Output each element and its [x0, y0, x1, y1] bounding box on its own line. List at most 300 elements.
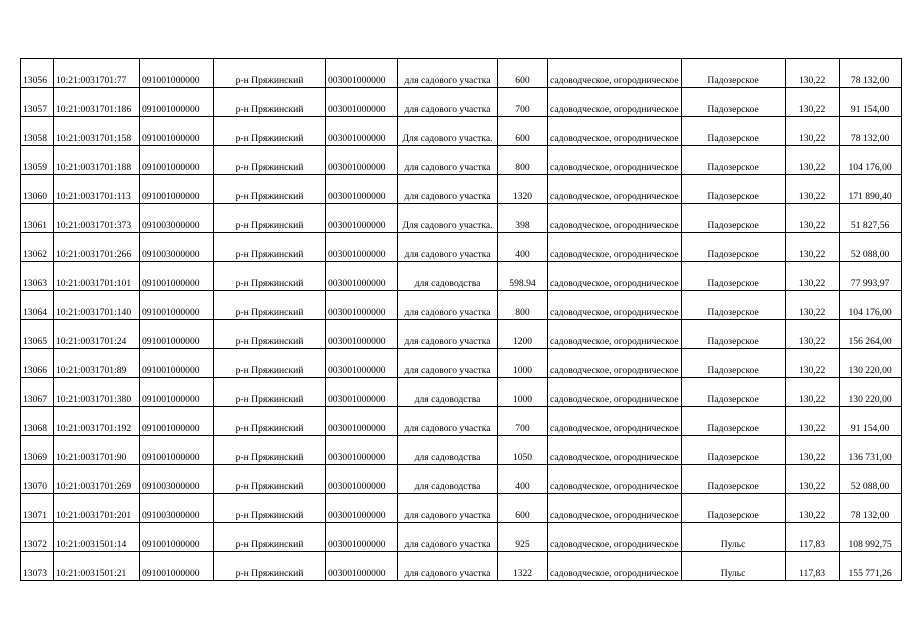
row-number: 13073	[23, 568, 47, 579]
permitted-use-cell	[398, 523, 498, 552]
settlement-name-cell	[681, 291, 785, 320]
area-value: 925	[515, 539, 530, 550]
okato-code-cell	[140, 465, 214, 494]
row-number: 13072	[23, 539, 47, 550]
area-value: 700	[515, 423, 530, 434]
row-number-cell	[21, 117, 54, 146]
district-name-cell	[214, 378, 326, 407]
settlement-name: Падозерское	[707, 336, 759, 347]
cadastral-value-cell	[839, 320, 901, 349]
okato-code: 091001000000	[142, 133, 200, 144]
land-category: садоводческое, огородническое	[550, 452, 679, 463]
row-number-cell	[21, 523, 54, 552]
row-number: 13070	[23, 481, 47, 492]
okato-code-cell	[140, 494, 214, 523]
table-row	[21, 204, 902, 233]
okato-code: 091001000000	[142, 307, 200, 318]
land-category: садоводческое, огородническое	[550, 510, 679, 521]
settlement-name-cell	[681, 117, 785, 146]
okato-code-cell	[140, 349, 214, 378]
land-category: садоводческое, огородническое	[550, 75, 679, 86]
land-category: садоводческое, огородническое	[550, 307, 679, 318]
oktmo-code-cell	[326, 59, 398, 88]
cadastral-value-cell	[839, 146, 901, 175]
cadastral-value-cell	[839, 175, 901, 204]
area-value-cell	[498, 378, 548, 407]
land-category: садоводческое, огородническое	[550, 133, 679, 144]
oktmo-code: 003001000000	[328, 133, 386, 144]
area-value-cell	[498, 407, 548, 436]
okato-code: 091003000000	[142, 220, 200, 231]
okato-code-cell	[140, 291, 214, 320]
permitted-use: для садоводства	[414, 278, 481, 289]
settlement-name-cell	[681, 349, 785, 378]
settlement-name-cell	[681, 407, 785, 436]
permitted-use-cell	[398, 320, 498, 349]
okato-code-cell	[140, 233, 214, 262]
district-name: р-н Пряжинский	[235, 133, 304, 144]
table-row	[21, 378, 902, 407]
table-row	[21, 523, 902, 552]
specific-value-cell	[785, 117, 839, 146]
permitted-use: Для садового участка.	[402, 133, 493, 144]
oktmo-code: 003001000000	[328, 249, 386, 260]
row-number-cell	[21, 175, 54, 204]
permitted-use-cell	[398, 378, 498, 407]
oktmo-code-cell	[326, 262, 398, 291]
okato-code-cell	[140, 407, 214, 436]
oktmo-code: 003001000000	[328, 104, 386, 115]
row-number-cell	[21, 88, 54, 117]
land-category-cell	[548, 291, 682, 320]
settlement-name-cell	[681, 233, 785, 262]
cadastral-value-cell	[839, 204, 901, 233]
area-value: 400	[515, 481, 530, 492]
row-number: 13058	[23, 133, 47, 144]
cadastral-value: 77 993,97	[850, 278, 890, 289]
cadastral-value-cell	[839, 262, 901, 291]
settlement-name: Падозерское	[707, 365, 759, 376]
area-value-cell	[498, 204, 548, 233]
cadastral-number: 10:21:0031701:89	[56, 365, 127, 376]
specific-value-cell	[785, 552, 839, 581]
okato-code: 091001000000	[142, 452, 200, 463]
specific-value: 130,22	[798, 510, 826, 521]
row-number-cell	[21, 378, 54, 407]
cadastral-number-cell	[54, 233, 140, 262]
permitted-use-cell	[398, 117, 498, 146]
specific-value-cell	[785, 233, 839, 262]
cadastral-value: 130 220,00	[848, 365, 892, 376]
area-value-cell	[498, 262, 548, 291]
area-value: 1000	[512, 365, 533, 376]
cadastral-number-cell	[54, 291, 140, 320]
oktmo-code-cell	[326, 233, 398, 262]
area-value-cell	[498, 320, 548, 349]
table-row	[21, 349, 902, 378]
oktmo-code-cell	[326, 175, 398, 204]
table-body	[21, 59, 902, 581]
settlement-name: Падозерское	[707, 75, 759, 86]
okato-code: 091001000000	[142, 162, 200, 173]
table-row	[21, 175, 902, 204]
district-name: р-н Пряжинский	[235, 510, 304, 521]
cadastral-number-cell	[54, 59, 140, 88]
table-row	[21, 436, 902, 465]
cadastral-number: 10:21:0031701:192	[56, 423, 132, 434]
settlement-name: Падозерское	[707, 133, 759, 144]
district-name-cell	[214, 262, 326, 291]
okato-code: 091003000000	[142, 249, 200, 260]
okato-code-cell	[140, 262, 214, 291]
area-value: 1050	[512, 452, 533, 463]
row-number: 13062	[23, 249, 47, 260]
okato-code: 091001000000	[142, 423, 200, 434]
specific-value-cell	[785, 175, 839, 204]
cadastral-value: 155 771,26	[848, 568, 892, 579]
table-row	[21, 552, 902, 581]
cadastral-value: 78 132,00	[850, 133, 890, 144]
district-name-cell	[214, 175, 326, 204]
okato-code-cell	[140, 523, 214, 552]
area-value: 400	[515, 249, 530, 260]
land-category-cell	[548, 117, 682, 146]
cadastral-number: 10:21:0031701:101	[56, 278, 132, 289]
cadastral-value-cell	[839, 436, 901, 465]
specific-value-cell	[785, 59, 839, 88]
permitted-use-cell	[398, 204, 498, 233]
cadastral-number: 10:21:0031701:373	[56, 220, 132, 231]
table-row	[21, 494, 902, 523]
permitted-use: для садового участка	[404, 510, 491, 521]
land-category-cell	[548, 320, 682, 349]
land-category: садоводческое, огородническое	[550, 162, 679, 173]
cadastral-number-cell	[54, 378, 140, 407]
district-name: р-н Пряжинский	[235, 336, 304, 347]
permitted-use: для садового участка	[404, 249, 491, 260]
table-row	[21, 233, 902, 262]
row-number-cell	[21, 204, 54, 233]
cadastral-number: 10:21:0031701:188	[56, 162, 132, 173]
row-number: 13060	[23, 191, 47, 202]
okato-code-cell	[140, 117, 214, 146]
settlement-name-cell	[681, 523, 785, 552]
cadastral-value: 91 154,00	[850, 423, 890, 434]
area-value-cell	[498, 465, 548, 494]
cadastral-number-cell	[54, 465, 140, 494]
cadastral-number: 10:21:0031701:186	[56, 104, 132, 115]
land-category: садоводческое, огородническое	[550, 568, 679, 579]
district-name-cell	[214, 291, 326, 320]
cadastral-number: 10:21:0031701:77	[56, 75, 127, 86]
specific-value: 130,22	[798, 249, 826, 260]
cadastral-value: 130 220,00	[848, 394, 892, 405]
land-category-cell	[548, 204, 682, 233]
cadastral-value: 136 731,00	[848, 452, 892, 463]
land-category: садоводческое, огородническое	[550, 394, 679, 405]
specific-value-cell	[785, 465, 839, 494]
cadastral-number-cell	[54, 88, 140, 117]
settlement-name-cell	[681, 494, 785, 523]
land-category-cell	[548, 233, 682, 262]
permitted-use: для садового участка	[404, 191, 491, 202]
oktmo-code-cell	[326, 204, 398, 233]
settlement-name: Падозерское	[707, 104, 759, 115]
oktmo-code-cell	[326, 436, 398, 465]
cadastral-value: 52 088,00	[850, 249, 890, 260]
cadastral-value: 51 827,56	[850, 220, 890, 231]
area-value-cell	[498, 175, 548, 204]
okato-code: 091001000000	[142, 75, 200, 86]
land-category-cell	[548, 262, 682, 291]
land-category: садоводческое, огородническое	[550, 278, 679, 289]
row-number-cell	[21, 233, 54, 262]
okato-code: 091001000000	[142, 539, 200, 550]
settlement-name: Падозерское	[707, 191, 759, 202]
permitted-use: для садоводства	[414, 394, 481, 405]
permitted-use: для садового участка	[404, 104, 491, 115]
district-name: р-н Пряжинский	[235, 423, 304, 434]
oktmo-code-cell	[326, 349, 398, 378]
row-number-cell	[21, 407, 54, 436]
okato-code-cell	[140, 204, 214, 233]
permitted-use-cell	[398, 146, 498, 175]
permitted-use-cell	[398, 436, 498, 465]
okato-code: 091001000000	[142, 394, 200, 405]
district-name-cell	[214, 349, 326, 378]
cadastral-number-cell	[54, 494, 140, 523]
oktmo-code: 003001000000	[328, 481, 386, 492]
area-value: 600	[515, 133, 530, 144]
row-number-cell	[21, 552, 54, 581]
area-value-cell	[498, 291, 548, 320]
settlement-name-cell	[681, 436, 785, 465]
cadastral-value: 171 890,40	[848, 191, 892, 202]
land-category-cell	[548, 349, 682, 378]
cadastral-value-cell	[839, 291, 901, 320]
permitted-use: Для садового участка.	[402, 220, 493, 231]
okato-code-cell	[140, 436, 214, 465]
row-number: 13066	[23, 365, 47, 376]
specific-value: 117,83	[799, 539, 826, 550]
specific-value: 130,22	[798, 133, 826, 144]
specific-value-cell	[785, 523, 839, 552]
district-name: р-н Пряжинский	[235, 191, 304, 202]
cadastral-value: 52 088,00	[850, 481, 890, 492]
oktmo-code-cell	[326, 320, 398, 349]
permitted-use-cell	[398, 262, 498, 291]
settlement-name: Падозерское	[707, 278, 759, 289]
land-category: садоводческое, огородническое	[550, 365, 679, 376]
district-name-cell	[214, 407, 326, 436]
oktmo-code-cell	[326, 552, 398, 581]
row-number: 13068	[23, 423, 47, 434]
oktmo-code-cell	[326, 117, 398, 146]
area-value: 800	[515, 162, 530, 173]
cadastral-value-cell	[839, 378, 901, 407]
cadastral-value: 108 992,75	[848, 539, 892, 550]
row-number: 13069	[23, 452, 47, 463]
specific-value: 130,22	[798, 307, 826, 318]
land-category-cell	[548, 465, 682, 494]
permitted-use: для садового участка	[404, 365, 491, 376]
land-category-cell	[548, 175, 682, 204]
district-name-cell	[214, 494, 326, 523]
cadastral-value: 78 132,00	[850, 75, 890, 86]
cadastral-number-cell	[54, 175, 140, 204]
oktmo-code: 003001000000	[328, 568, 386, 579]
oktmo-code-cell	[326, 494, 398, 523]
district-name-cell	[214, 88, 326, 117]
settlement-name: Падозерское	[707, 452, 759, 463]
specific-value: 130,22	[798, 481, 826, 492]
oktmo-code: 003001000000	[328, 75, 386, 86]
district-name-cell	[214, 204, 326, 233]
area-value: 1320	[512, 191, 533, 202]
cadastral-number: 10:21:0031501:21	[56, 568, 127, 579]
table-row	[21, 262, 902, 291]
settlement-name-cell	[681, 146, 785, 175]
district-name-cell	[214, 320, 326, 349]
area-value-cell	[498, 494, 548, 523]
row-number-cell	[21, 349, 54, 378]
cadastral-number-cell	[54, 204, 140, 233]
row-number: 13061	[23, 220, 47, 231]
row-number: 13064	[23, 307, 47, 318]
cadastral-number-cell	[54, 320, 140, 349]
row-number-cell	[21, 59, 54, 88]
oktmo-code: 003001000000	[328, 307, 386, 318]
oktmo-code: 003001000000	[328, 191, 386, 202]
cadastral-value-cell	[839, 117, 901, 146]
district-name: р-н Пряжинский	[235, 220, 304, 231]
oktmo-code: 003001000000	[328, 510, 386, 521]
land-category: садоводческое, огородническое	[550, 249, 679, 260]
row-number-cell	[21, 291, 54, 320]
settlement-name-cell	[681, 378, 785, 407]
permitted-use-cell	[398, 494, 498, 523]
okato-code: 091003000000	[142, 481, 200, 492]
settlement-name: Падозерское	[707, 307, 759, 318]
land-category-cell	[548, 552, 682, 581]
oktmo-code-cell	[326, 523, 398, 552]
table-row	[21, 146, 902, 175]
row-number-cell	[21, 494, 54, 523]
cadastral-number-cell	[54, 117, 140, 146]
land-category: садоводческое, огородническое	[550, 220, 679, 231]
table-row	[21, 59, 902, 88]
specific-value-cell	[785, 494, 839, 523]
district-name: р-н Пряжинский	[235, 104, 304, 115]
okato-code-cell	[140, 378, 214, 407]
district-name-cell	[214, 146, 326, 175]
okato-code: 091001000000	[142, 336, 200, 347]
specific-value-cell	[785, 320, 839, 349]
permitted-use: для садового участка	[404, 307, 491, 318]
land-category: садоводческое, огородническое	[550, 481, 679, 492]
settlement-name-cell	[681, 88, 785, 117]
table-row	[21, 88, 902, 117]
oktmo-code-cell	[326, 407, 398, 436]
land-category-cell	[548, 436, 682, 465]
permitted-use: для садового участка	[404, 162, 491, 173]
specific-value-cell	[785, 262, 839, 291]
okato-code-cell	[140, 320, 214, 349]
settlement-name: Пульс	[720, 568, 746, 579]
cadastral-value-cell	[839, 59, 901, 88]
specific-value-cell	[785, 146, 839, 175]
oktmo-code: 003001000000	[328, 365, 386, 376]
permitted-use-cell	[398, 465, 498, 494]
row-number-cell	[21, 262, 54, 291]
cadastral-number-cell	[54, 146, 140, 175]
oktmo-code: 003001000000	[328, 394, 386, 405]
permitted-use: для садового участка	[404, 568, 491, 579]
land-category-cell	[548, 494, 682, 523]
okato-code-cell	[140, 175, 214, 204]
cadastral-number-cell	[54, 552, 140, 581]
row-number-cell	[21, 436, 54, 465]
land-category: садоводческое, огородническое	[550, 539, 679, 550]
district-name: р-н Пряжинский	[235, 568, 304, 579]
district-name: р-н Пряжинский	[235, 452, 304, 463]
area-value-cell	[498, 59, 548, 88]
oktmo-code: 003001000000	[328, 278, 386, 289]
district-name: р-н Пряжинский	[235, 278, 304, 289]
permitted-use-cell	[398, 233, 498, 262]
settlement-name: Падозерское	[707, 394, 759, 405]
cadastral-number-cell	[54, 262, 140, 291]
district-name-cell	[214, 59, 326, 88]
permitted-use-cell	[398, 59, 498, 88]
area-value: 600	[515, 510, 530, 521]
land-category: садоводческое, огородническое	[550, 191, 679, 202]
okato-code-cell	[140, 59, 214, 88]
land-category-cell	[548, 523, 682, 552]
district-name: р-н Пряжинский	[235, 75, 304, 86]
oktmo-code-cell	[326, 378, 398, 407]
land-category-cell	[548, 88, 682, 117]
area-value-cell	[498, 552, 548, 581]
area-value: 1200	[512, 336, 533, 347]
district-name-cell	[214, 523, 326, 552]
settlement-name: Падозерское	[707, 510, 759, 521]
oktmo-code-cell	[326, 88, 398, 117]
oktmo-code-cell	[326, 465, 398, 494]
settlement-name-cell	[681, 552, 785, 581]
okato-code: 091003000000	[142, 510, 200, 521]
row-number: 13067	[23, 394, 47, 405]
area-value-cell	[498, 146, 548, 175]
land-category-cell	[548, 146, 682, 175]
district-name-cell	[214, 436, 326, 465]
cadastral-number: 10:21:0031701:113	[56, 191, 131, 202]
specific-value-cell	[785, 407, 839, 436]
specific-value: 130,22	[798, 104, 826, 115]
specific-value-cell	[785, 204, 839, 233]
district-name-cell	[214, 233, 326, 262]
area-value-cell	[498, 349, 548, 378]
district-name-cell	[214, 465, 326, 494]
oktmo-code: 003001000000	[328, 162, 386, 173]
land-category: садоводческое, огородническое	[550, 336, 679, 347]
specific-value: 130,22	[798, 452, 826, 463]
specific-value: 130,22	[798, 278, 826, 289]
settlement-name-cell	[681, 320, 785, 349]
row-number-cell	[21, 320, 54, 349]
permitted-use: для садового участка	[404, 423, 491, 434]
specific-value: 130,22	[798, 336, 826, 347]
